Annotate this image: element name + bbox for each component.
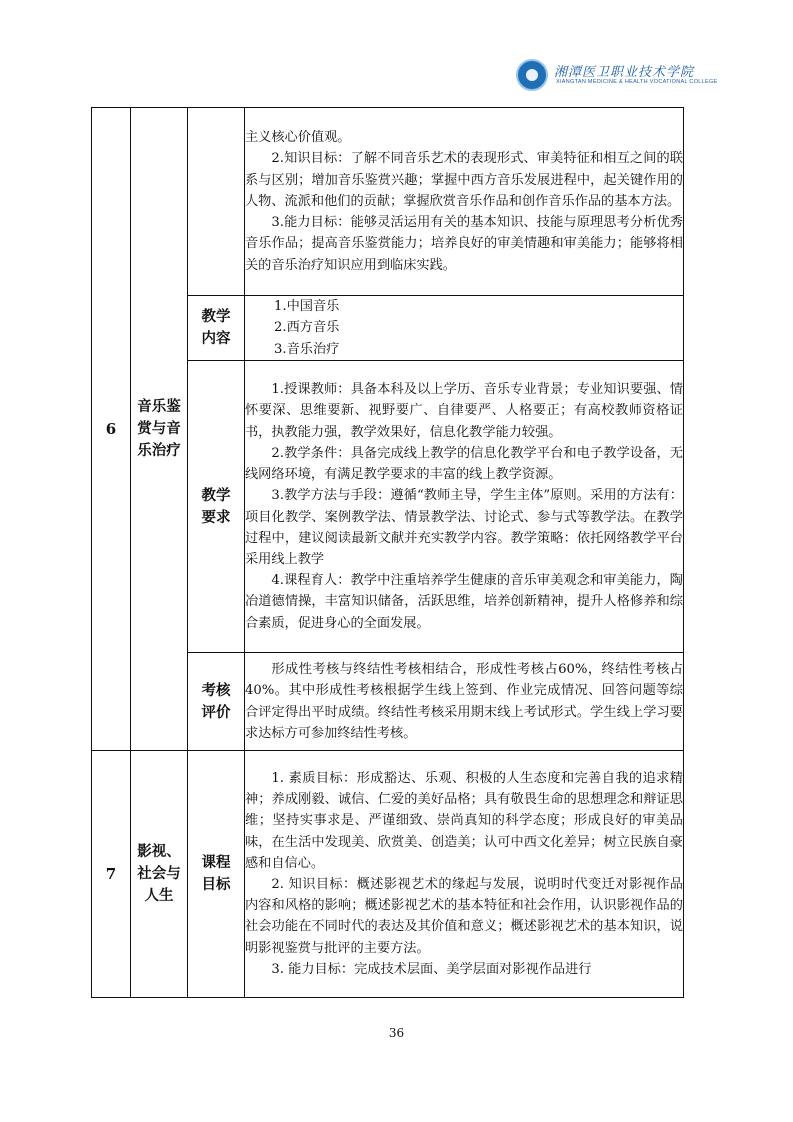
course6-assessment-text: 形成性考核与终结性考核相结合，形成性考核占60%，终结性考核占40%。其中形成性考核根据学生线上签到、作业完成情况、回答问题等综合评定得出平时成绩。终结性考核采用期末线上考试形式。学生线上学习要求达标方可参加终结性考核。 [245,662,683,741]
school-name-cn: 湘潭医卫职业技术学院 [554,65,695,80]
school-logo [516,59,718,93]
course6-assessment [245,653,684,751]
course-table [91,107,684,998]
course6-content-label: 教学内容 [188,296,245,361]
course6-objectives-text: 3.能力目标：能够灵活运用有关的基本知识、技能与原理思考分析优秀音乐作品；提高音乐鉴赏能力；培养良好的审美情趣和审美能力；能够将相关的音乐治疗知识应用到临床实践。 [245,215,683,273]
page-number: 36 [388,1026,405,1040]
course7-objective: 1. 素质目标：形成豁达、乐观、积极的人生态度和完善自我的追求精神；养成刚毅、诚信、仁爱的美好品格；具有敬畏生命的思想理念和辩证思维；坚持实事求是、严谨细致、崇尚真知的科学态度；形成良好的审美品味，在生活中发现美、欣赏美、创造美；认可中西文化差异；树立民族自豪感和自信心。 [245,770,683,871]
course6-requirements-label: 教学要求 [188,361,245,653]
course6-objectives-text: 2.知识目标：了解不同音乐艺术的表现形式、审美特征和相互之间的联系与区别；增加音乐鉴赏兴趣；掌握中西方音乐发展进程中，起关键作用的人物、流派和他们的贡献；掌握欣赏音乐作品和创作音乐作品的基本方法。 [245,151,683,209]
course6-content-item: 2.西方音乐 [274,320,340,336]
course7-objective: 3. 能力目标：完成技术层面、美学层面对影视作品进行 [271,961,592,977]
course6-requirement: 1.授课教师：具备本科及以上学历、音乐专业背景；专业知识要强、情怀要深、思维要新、视野要广、自律要严、人格要正；有高校教师资格证书，执教能力强，教学效果好，信息化教学能力较强。 [245,382,683,440]
course7-name: 影视、社会与人生 [131,751,188,998]
course6-assessment-label: 考核评价 [188,653,245,751]
course7-objectives-row [92,751,684,998]
course6-content-item: 1.中国音乐 [274,299,340,315]
school-name-en: XIANGTAN MEDICINE & HEALTH VOCATIONAL COLLEGE [556,79,718,85]
course7-objective: 2. 知识目标：概述影视艺术的缘起与发展，说明时代变迁对影视作品内容和风格的影响；概述影视艺术的基本特征和社会作用，认识影视作品的社会功能在不同时代的表达及其价值和意义；概述影视艺术的基本知识，说明影视鉴赏与批评的主要方法。 [245,877,683,956]
course6-requirement: 3.教学方法与手段：遵循“教师主导，学生主体”原则。采用的方法有：项目化教学、案例教学法、情景教学法、讨论式、参与式等教学法。在教学过程中，建议阅读最新文献并充实教学内容。教学策略：依托网络教学平台采用线上教学 [245,488,683,567]
course6-objectives-label-cell [188,108,245,296]
course7-number: 7 [92,751,131,998]
course6-content [245,296,684,361]
course7-objectives [245,751,684,998]
course6-objectives [245,108,684,296]
course6-requirements [245,361,684,653]
course6-content-item: 3.音乐治疗 [274,341,340,357]
school-emblem-icon [516,59,548,91]
course6-requirement: 2.教学条件：具备完成线上教学的信息化教学平台和电子教学设备，无线网络环境，有满足教学要求的丰富的线上教学资源。 [245,445,683,483]
course6-requirement: 4.课程育人：教学中注重培养学生健康的音乐审美观念和审美能力，陶冶道德情操，丰富知识储备，活跃思维，培养创新精神，提升人格修养和综合素质，促进身心的全面发展。 [245,573,683,631]
course6-objectives-text: 主义核心价值观。 [245,130,351,146]
course6-name: 音乐鉴赏与音乐治疗 [131,108,188,751]
course6-number: 6 [92,108,131,751]
course7-objectives-label: 课程目标 [188,751,245,998]
course6-objectives-row [92,108,684,296]
